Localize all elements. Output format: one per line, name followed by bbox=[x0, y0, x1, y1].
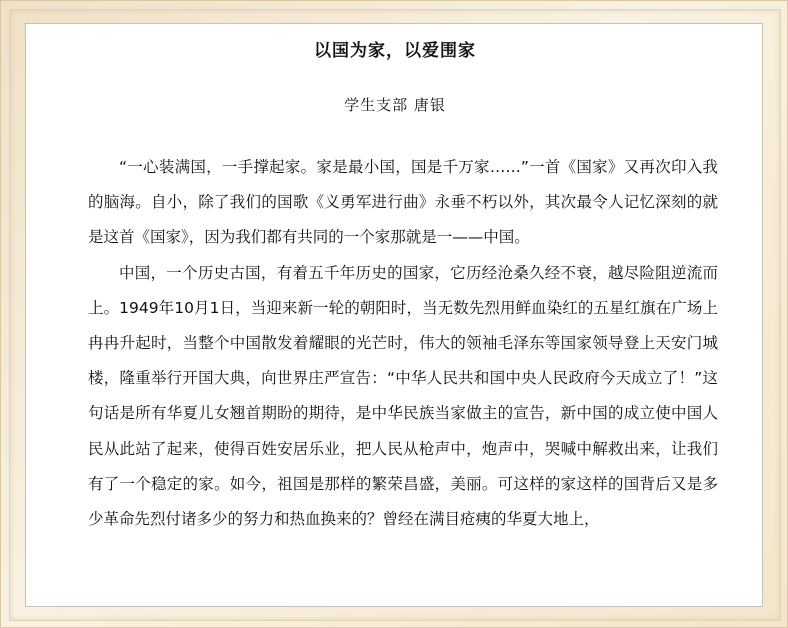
document-page bbox=[25, 23, 763, 607]
document-author: 学生支部 唐银 bbox=[344, 96, 446, 114]
document-title: 以国为家，以爱围家 bbox=[314, 41, 476, 61]
paragraph-1: “一心装满国，一手撑起家。家是最小国，国是千万家……”一首《国家》又再次印入我的脑海。自小，除了我们的国歌《义勇军进行曲》永垂不朽以外，其次最令人记忆深刻的就是这首《国家》，因为我们都有共同的一个家那就是一——中国。 bbox=[88, 158, 718, 247]
paragraph-2: 中国，一个历史古国，有着五千年历史的国家，它历经沧桑久经不衰，越尽险阻逆流而上。1949年10月1日，当迎来新一轮的朝阳时，当无数先烈用鲜血染红的五星红旗在广场上冉冉升起时，当整个中国散发着耀眼的光芒时，伟大的领袖毛泽东等国家领导登上天安门城楼，隆重举行开国大典，向世界庄严宣告：“中华人民共和国中央人民政府今天成立了！”这句话是所有华夏儿女翘首期盼的期待，是中华民族当家做主的宣告，新中国的成立使中国人民从此站了起来，使得百姓安居乐业，把人民从枪声中，炮声中，哭喊中解救出来，让我们有了一个稳定的家。如今，祖国是那样的繁荣昌盛，美丽。可这样的家这样的国背后又是多少革命先烈付诸多少的努力和热血换来的？曾经在满目疮痍的华夏大地上， bbox=[88, 263, 718, 529]
document-body bbox=[88, 150, 718, 537]
